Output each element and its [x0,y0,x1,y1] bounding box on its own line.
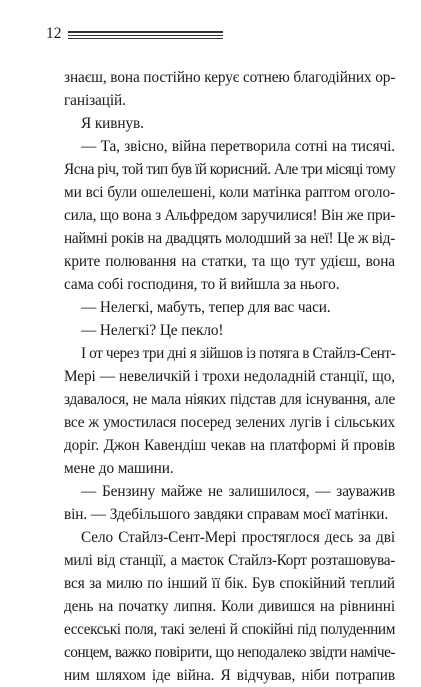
text-line: здавалося, не мала ніяких підстав для існування, але [64,391,395,408]
text-line: ессекські поля, такі зелені й спокійні під полуденним [64,621,395,638]
text-line: Я кивнув. [81,115,144,132]
text-line: Мері — невеличкій і трохи недоладній станції, що, [64,368,395,385]
text-line: знаєш, вона постійно керує сотнею благодійних ор- [64,69,396,86]
text-line: сонцем, важко повірити, що неподалеко звідти наміче- [64,644,395,661]
text-line: — Та, звісно, війна перетворила сотні на тисячі. [81,138,395,155]
text-line: він. — Здебільшого завдяки справам моєї матінки. [64,506,389,523]
page-header [46,24,223,44]
text-line: крите полювання на статки, та що тут удієш, вона [64,253,395,270]
text-line: вся за милю по інший її бік. Був спокійний теплий [64,575,395,592]
text-line: — Нелегкі, мабуть, тепер для вас часи. [81,299,331,316]
text-line: доріг. Джон Кавендіш чекав на платформі й провів [64,437,395,454]
text-line: Ясна річ, той тип був їй корисний. Але три місяці тому [64,161,396,178]
text-line: сила, що вона з Альфредом заручилися! Він же при- [64,207,396,224]
text-line: ми всі були ошелешені, коли матінка раптом оголо- [64,184,395,201]
body-text [64,66,395,687]
text-line: ним шляхом іде війна. Я відчував, ніби потрапив [64,667,395,684]
text-line: наймні років на двадцять молодший за неї! Це ж від- [64,230,395,247]
text-line: все ж умостилася посеред зелених лугів і сільських [64,414,395,431]
header-rule [68,31,223,38]
text-line: І от через три дні я зійшов із потяга в Стайлз-Сент- [81,345,396,362]
text-line: день на початку липня. Коли дивишся на рівнинні [64,598,395,615]
text-line: — Нелегкі? Це пекло! [81,322,224,339]
text-line: ганізацій. [64,92,126,109]
text-line: сама собі господиня, то й вийшла за нього. [64,276,340,293]
text-line: — Бензину майже не залишилося, — зауважив [81,483,395,500]
page-number: 12 [46,25,62,42]
text-line: мене до машини. [64,460,174,477]
text-line: милі від станції, а маєток Стайлз-Корт розташовува- [64,552,395,569]
text-line: Село Стайлз-Сент-Мері простяглося десь за дві [81,529,395,546]
